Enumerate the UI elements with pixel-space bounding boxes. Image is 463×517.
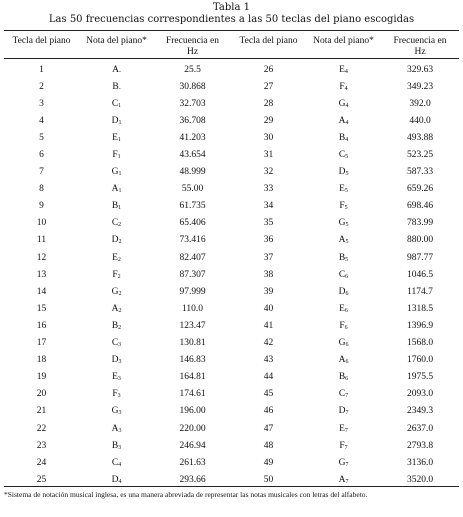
header-key-left: Tecla del piano [12,36,71,46]
cell-key: 31 [263,150,274,161]
cell-key: 40 [263,303,274,314]
note-octave: 2 [118,222,122,229]
table-label: Tabla 1 [213,2,250,13]
note-octave: 4 [345,119,349,126]
table-row [4,61,459,78]
note-letter: F [339,201,345,212]
note-octave: 2 [117,273,121,280]
cell-frequency: 698.46 [406,201,434,212]
note-letter: E [339,423,345,434]
note-letter: G [338,338,346,349]
cell-frequency: 1396.9 [406,320,434,331]
note-letter: F [112,389,118,400]
cell-frequency: 2793.8 [406,440,434,451]
cell-note [306,198,381,215]
note-letter: A [111,423,119,434]
note-octave: 6 [344,324,348,331]
note-letter: G [111,406,119,417]
cell-frequency: 587.33 [406,167,434,178]
cell-frequency: 61.735 [179,201,206,212]
cell-frequency: 87.307 [179,269,206,280]
cell-note [306,95,381,112]
cell-key: 45 [263,389,274,400]
note-octave: 5 [345,154,349,161]
note-letter: B [338,132,346,143]
header-freq-right: Frecuencia en Hz [393,36,447,57]
cell-key: 15 [36,303,47,314]
cell-key: 14 [36,286,47,297]
cell-note [79,215,154,232]
cell-key: 23 [36,440,47,451]
cell-note [79,403,154,420]
cell-note [306,317,381,334]
table-row [4,249,459,266]
note-octave: 4 [345,102,349,109]
cell-note [79,335,154,352]
table-header-row [4,34,459,61]
cell-frequency: 1760.0 [406,355,434,366]
note-letter: F [339,320,345,331]
cell-frequency: 3520.0 [406,474,434,485]
cell-note [306,215,381,232]
cell-note [306,249,381,266]
cell-note [306,129,381,146]
note-octave: 5 [345,256,349,263]
note-letter: A [111,184,119,195]
note-octave: 3 [118,410,122,417]
note-letter: F [339,440,345,451]
cell-key: 34 [263,201,274,212]
cell-frequency: 196.00 [179,406,206,417]
table-row [4,420,459,437]
cell-key: 28 [263,98,274,109]
note-letter: E [112,252,118,263]
cell-key: 16 [36,320,47,331]
note-letter: G [338,218,346,229]
note-octave: 7 [345,478,349,485]
note-octave: 6 [345,290,349,297]
note-letter: B [111,320,119,331]
cell-key: 13 [36,269,47,280]
cell-frequency: 220.00 [179,423,206,434]
note-octave: 3 [118,359,122,366]
cell-note [79,78,154,95]
cell-frequency: 493.88 [406,132,434,143]
note-letter: D [111,115,119,126]
cell-frequency: 25.5 [184,64,201,75]
cell-note [79,283,154,300]
table-row [4,198,459,215]
note-octave: - [118,85,121,92]
note-letter: B [111,440,119,451]
cell-note [306,146,381,163]
cell-key: 44 [263,372,274,383]
note-octave: 4 [118,461,122,468]
note-letter: D [111,235,119,246]
cell-frequency: 392.0 [409,98,431,109]
cell-frequency: 43.654 [179,150,206,161]
note-octave: 5 [345,239,349,246]
note-octave: 3 [118,444,122,451]
cell-key: 12 [36,252,47,263]
note-letter: C [111,218,119,229]
note-octave: - [118,68,121,75]
cell-key: 10 [36,218,47,229]
cell-frequency: 174.61 [179,389,206,400]
note-letter: F [112,150,118,161]
note-octave: 6 [345,359,349,366]
note-octave: 6 [345,376,349,383]
note-letter: A [338,235,346,246]
table-row [4,215,459,232]
top-rule [4,30,459,31]
cell-key: 38 [263,269,274,280]
cell-key: 19 [36,372,47,383]
note-letter: E [112,132,118,143]
cell-key: 47 [263,423,274,434]
cell-frequency: 164.81 [179,372,206,383]
note-letter: F [339,81,345,92]
cell-frequency: 2637.0 [406,423,434,434]
table-row [4,352,459,369]
header-note-left: Nota del piano* [86,36,147,46]
table-row [4,95,459,112]
cell-key: 6 [39,150,44,161]
cell-frequency: 349.23 [406,81,434,92]
cell-frequency: 73.416 [179,235,206,246]
cell-key: 32 [263,167,274,178]
cell-note [79,112,154,129]
cell-frequency: 440.0 [409,115,431,126]
cell-frequency: 123.47 [179,320,206,331]
cell-note [79,146,154,163]
note-octave: 6 [345,342,349,349]
header-key-right: Tecla del piano [239,36,298,46]
cell-note [306,386,381,403]
note-octave: 2 [118,307,122,314]
note-octave: 1 [118,188,122,195]
cell-frequency: 1174.7 [407,286,433,297]
table-row [4,78,459,95]
note-octave: 7 [345,461,349,468]
cell-frequency: 97.999 [179,286,206,297]
cell-key: 9 [39,201,44,212]
note-octave: 2 [118,290,122,297]
note-octave: 7 [344,427,348,434]
cell-note [306,403,381,420]
cell-note [306,61,381,78]
cell-key: 21 [36,406,47,417]
cell-frequency: 329.63 [406,64,434,75]
cell-note [79,420,154,437]
cell-key: 29 [263,115,274,126]
cell-key: 48 [263,440,274,451]
cell-key: 42 [263,338,274,349]
cell-key: 4 [39,115,44,126]
cell-frequency: 293.66 [179,474,206,485]
note-octave: 1 [118,119,122,126]
note-octave: 3 [118,427,122,434]
cell-key: 5 [39,132,44,143]
note-letter: E [339,184,345,195]
cell-key: 41 [263,320,274,331]
note-letter: G [338,457,346,468]
cell-note [79,249,154,266]
cell-note [79,266,154,283]
cell-frequency: 65.406 [179,218,206,229]
note-letter: C [111,338,119,349]
note-octave: 1 [117,154,121,161]
note-octave: 2 [117,256,121,263]
table-row [4,266,459,283]
cell-frequency: 32.703 [179,98,206,109]
cell-key: 35 [263,218,274,229]
cell-note [79,317,154,334]
note-octave: 1 [118,171,122,178]
table-row [4,335,459,352]
note-letter: A [111,303,119,314]
header-note-right: Nota del piano* [313,36,374,46]
note-octave: 7 [344,444,348,451]
cell-note [306,300,381,317]
note-letter: C [111,98,119,109]
cell-key: 26 [263,64,274,75]
cell-note [306,352,381,369]
note-octave: 5 [344,205,348,212]
cell-key: 11 [36,235,47,246]
note-letter: A [112,64,119,75]
cell-frequency: 3136.0 [406,457,434,468]
cell-frequency: 48.999 [179,167,206,178]
footnote: *Sistema de notación musical inglesa, es una manera abreviada de representar las notas musicales con letras del alfabeto. [4,490,368,499]
cell-key: 37 [263,252,274,263]
cell-note [79,198,154,215]
cell-frequency: 523.25 [406,150,434,161]
table-row [4,403,459,420]
note-letter: E [112,372,118,383]
cell-key: 1 [39,64,44,75]
cell-frequency: 1046.5 [406,269,434,280]
cell-key: 25 [36,474,47,485]
cell-note [306,420,381,437]
note-letter: B [338,372,346,383]
cell-frequency: 1975.5 [406,372,434,383]
cell-note [306,454,381,471]
header-freq-left: Frecuencia en Hz [165,36,219,57]
cell-note [306,181,381,198]
note-octave: 4 [344,68,348,75]
table-caption: Las 50 frecuencias correspondientes a las 50 teclas del piano escogidas [48,14,415,25]
cell-frequency: 146.83 [179,355,206,366]
note-octave: 4 [344,85,348,92]
cell-key: 2 [39,81,44,92]
cell-frequency: 246.94 [179,440,206,451]
cell-frequency: 2349.3 [406,406,434,417]
note-letter: G [111,286,119,297]
cell-frequency: 880.00 [406,235,434,246]
note-letter: D [111,355,119,366]
table-row [4,283,459,300]
cell-key: 39 [263,286,274,297]
table-row [4,232,459,249]
cell-frequency: 659.26 [406,184,434,195]
cell-note [306,164,381,181]
cell-key: 43 [263,355,274,366]
note-letter: D [338,167,346,178]
note-octave: 5 [345,171,349,178]
cell-frequency: 41.203 [179,132,206,143]
cell-note [306,266,381,283]
note-octave: 4 [118,478,122,485]
cell-note [306,369,381,386]
cell-note [306,232,381,249]
note-octave: 7 [345,410,349,417]
cell-note [79,352,154,369]
cell-frequency: 1318.5 [406,303,434,314]
cell-note [79,369,154,386]
table-row [4,181,459,198]
note-letter: E [339,303,345,314]
cell-note [79,95,154,112]
note-letter: A [338,474,346,485]
cell-frequency: 987.77 [406,252,434,263]
table-row [4,129,459,146]
cell-frequency: 110.0 [181,303,204,314]
note-octave: 1 [117,136,121,143]
header-rule [4,58,459,59]
cell-note [306,283,381,300]
note-letter: D [338,286,346,297]
note-letter: D [111,474,119,485]
note-octave: 2 [118,324,122,331]
note-octave: 3 [117,393,121,400]
cell-frequency: 36.708 [179,115,206,126]
note-letter: G [338,98,346,109]
cell-key: 27 [263,81,274,92]
note-letter: D [338,406,346,417]
cell-key: 18 [36,355,47,366]
cell-note [79,300,154,317]
cell-note [79,386,154,403]
note-octave: 3 [117,376,121,383]
cell-frequency: 1568.0 [406,338,434,349]
cell-note [79,437,154,454]
note-octave: 5 [345,222,349,229]
note-letter: F [112,269,118,280]
cell-note [79,164,154,181]
note-octave: 3 [118,342,122,349]
note-letter: B [111,201,119,212]
note-octave: 6 [344,307,348,314]
note-letter: B [112,81,119,92]
cell-key: 33 [263,184,274,195]
table-row [4,437,459,454]
table-row [4,112,459,129]
cell-note [306,112,381,129]
cell-key: 36 [263,235,274,246]
cell-key: 24 [36,457,47,468]
table-row [4,386,459,403]
table-row [4,317,459,334]
note-letter: E [339,64,345,75]
cell-frequency: 2093.0 [406,389,434,400]
note-octave: 6 [345,273,349,280]
note-octave: 7 [345,393,349,400]
frequency-table [4,34,459,488]
cell-note [79,232,154,249]
cell-note [79,181,154,198]
cell-key: 3 [39,98,44,109]
note-octave: 2 [118,239,122,246]
cell-note [306,437,381,454]
note-letter: G [111,167,119,178]
cell-note [306,78,381,95]
bottom-rule [4,486,459,487]
note-octave: 1 [118,102,122,109]
note-letter: C [111,457,119,468]
table-row [4,146,459,163]
cell-key: 8 [39,184,44,195]
note-letter: A [338,115,346,126]
table-row [4,369,459,386]
cell-frequency: 261.63 [179,457,206,468]
note-letter: C [338,389,346,400]
note-letter: B [338,252,346,263]
cell-key: 49 [263,457,274,468]
note-octave: 5 [344,188,348,195]
cell-note [79,129,154,146]
note-letter: C [338,269,346,280]
cell-frequency: 82.407 [179,252,206,263]
cell-key: 20 [36,389,47,400]
cell-note [79,454,154,471]
table-row [4,164,459,181]
cell-key: 7 [39,167,44,178]
cell-key: 17 [36,338,47,349]
cell-key: 30 [263,132,274,143]
note-letter: A [338,355,346,366]
table-row [4,300,459,317]
note-letter: C [338,150,346,161]
cell-frequency: 783.99 [406,218,434,229]
cell-frequency: 30.868 [179,81,206,92]
cell-note [79,61,154,78]
cell-key: 22 [36,423,47,434]
cell-note [306,335,381,352]
cell-frequency: 130.81 [179,338,206,349]
table-row [4,454,459,471]
cell-frequency: 55.00 [181,184,204,195]
cell-key: 46 [263,406,274,417]
note-octave: 1 [118,205,122,212]
cell-key: 50 [263,474,274,485]
note-octave: 4 [345,136,349,143]
